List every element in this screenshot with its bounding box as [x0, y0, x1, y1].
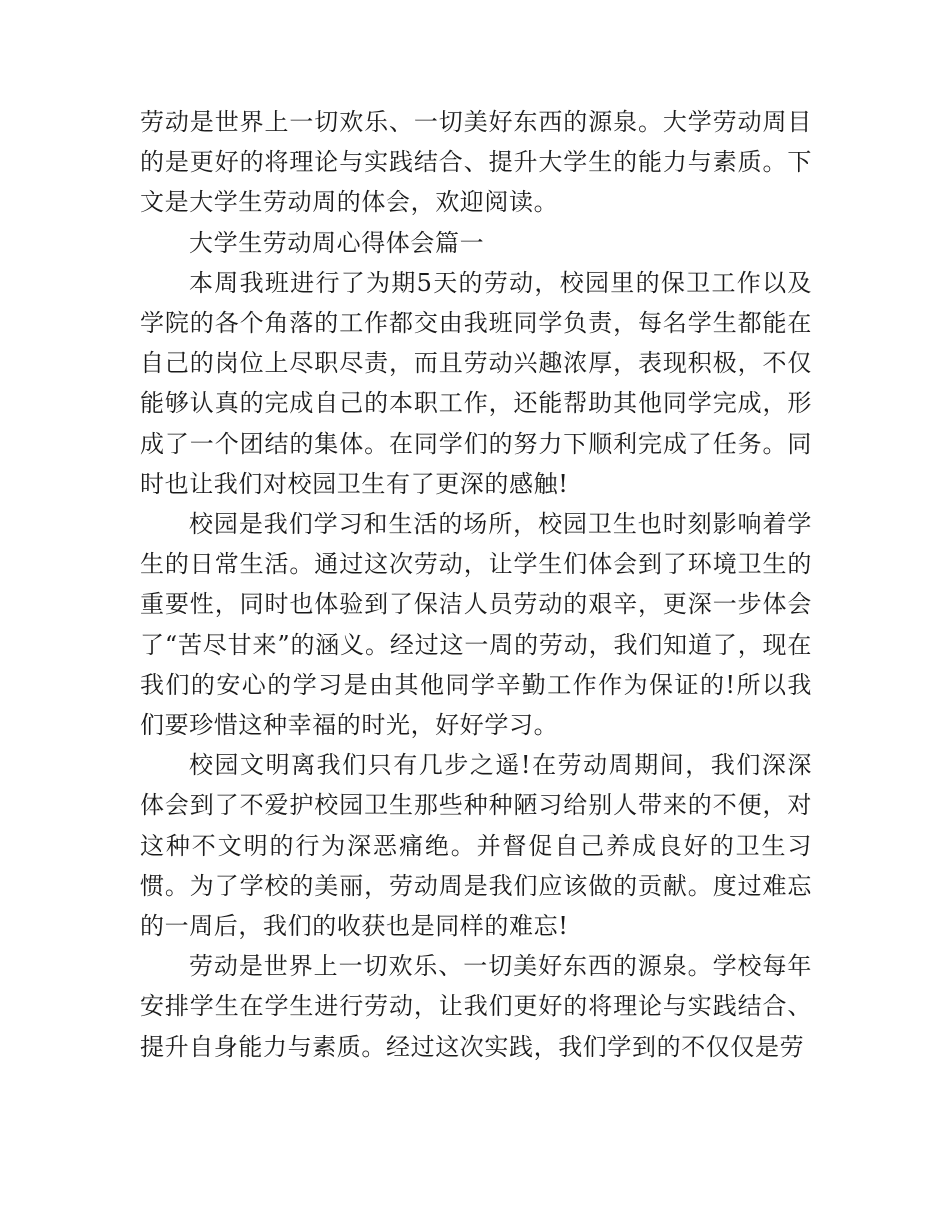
body-paragraph: 本周我班进行了为期5天的劳动，校园里的保卫工作以及学院的各个角落的工作都交由我班同学负责，每名学生都能在自己的岗位上尽职尽责，而且劳动兴趣浓厚，表现积极，不仅能够认真的完成自己的本职工作，还能帮助其他同学完成，形成了一个团结的集体。在同学们的努力下顺利完成了任务。同时也让我们对校园卫生有了更深的感触! — [140, 268, 812, 498]
document-body — [140, 102, 812, 1067]
body-paragraph: 劳动是世界上一切欢乐、一切美好东西的源泉。学校每年安排学生在学生进行劳动，让我们更好的将理论与实践结合、提升自身能力与素质。经过这次实践，我们学到的不仅仅是劳 — [140, 952, 812, 1061]
section-title: 大学生劳动周心得体会篇一 — [189, 228, 485, 257]
body-paragraph: 校园是我们学习和生活的场所，校园卫生也时刻影响着学生的日常生活。通过这次劳动，让学生们体会到了环境卫生的重要性，同时也体验到了保洁人员劳动的艰辛，更深一步体会了“苦尽甘来”的涵义。经过这一周的劳动，我们知道了，现在我们的安心的学习是由其他同学辛勤工作作为保证的!所以我们要珍惜这种幸福的时光，好好学习。 — [140, 510, 812, 740]
body-paragraph: 校园文明离我们只有几步之遥!在劳动周期间，我们深深体会到了不爱护校园卫生那些种种陋习给别人带来的不便，对这种不文明的行为深恶痛绝。并督促自己养成良好的卫生习惯。为了学校的美丽，劳动周是我们应该做的贡献。度过难忘的一周后，我们的收获也是同样的难忘! — [140, 751, 812, 941]
intro-paragraph: 劳动是世界上一切欢乐、一切美好东西的源泉。大学劳动周目的是更好的将理论与实践结合、提升大学生的能力与素质。下文是大学生劳动周的体会，欢迎阅读。 — [140, 108, 812, 217]
